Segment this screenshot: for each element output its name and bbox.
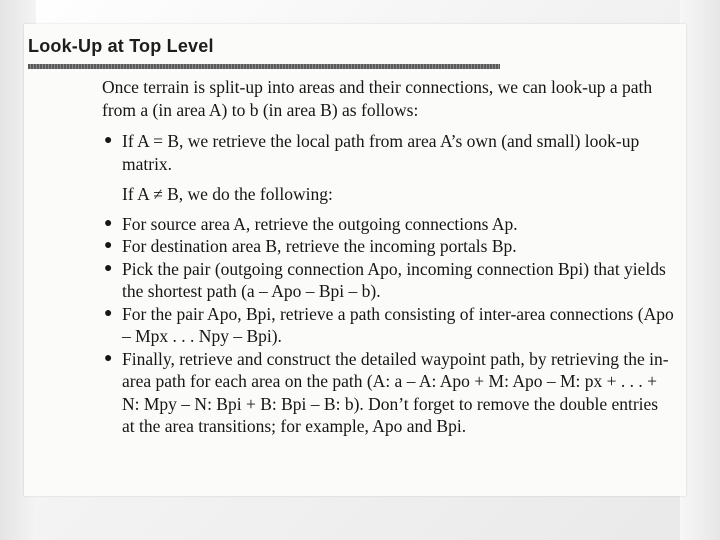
case-same-area <box>102 130 674 175</box>
step-item <box>102 348 674 438</box>
section-heading: Look-Up at Top Level <box>28 36 214 56</box>
step-item <box>102 235 674 258</box>
heading-rule <box>28 64 500 69</box>
scanned-page <box>24 24 686 496</box>
slide-background-right <box>680 0 720 540</box>
bullet-icon: ● <box>104 215 113 231</box>
bullet-icon: ● <box>104 350 113 366</box>
body-text <box>102 76 674 438</box>
case-different-condition: If A ≠ B, we do the following: <box>122 184 333 204</box>
step-text: For the pair Apo, Bpi, retrieve a path consisting of inter-area connections (Apo – Mpx . . . Npy – Bpi). <box>122 303 674 346</box>
step-item <box>102 258 674 303</box>
bullet-icon: ● <box>104 133 113 148</box>
step-item <box>102 303 674 348</box>
step-text: Pick the pair (outgoing connection Apo, incoming connection Bpi) that yields the shortest path (a – Apo – Bpi – b). <box>122 258 666 301</box>
step-item <box>102 213 674 236</box>
case-same-area-text: If A = B, we retrieve the local path from area A’s own (and small) look-up matrix. <box>122 131 640 174</box>
step-text: For destination area B, retrieve the incoming portals Bp. <box>122 236 517 256</box>
intro-paragraph: Once terrain is split-up into areas and their connections, we can look-up a path from a (in area A) to b (in area B) as follows: <box>102 77 653 120</box>
bullet-icon: ● <box>104 260 113 276</box>
steps-list <box>102 213 674 438</box>
bullet-icon: ● <box>104 305 113 321</box>
step-text: Finally, retrieve and construct the detailed waypoint path, by retrieving the in-area path for each area on the path (A: a – A: Apo + M: Apo – M: px + . . . + N: Mpy – N: Bpi + B: Bpi – B: b). Don’t forget to remove the double entries at the area transitions; for example, Apo and Bpi. <box>122 348 669 436</box>
bullet-icon: ● <box>104 238 113 253</box>
step-text: For source area A, retrieve the outgoing connections Ap. <box>122 213 518 234</box>
